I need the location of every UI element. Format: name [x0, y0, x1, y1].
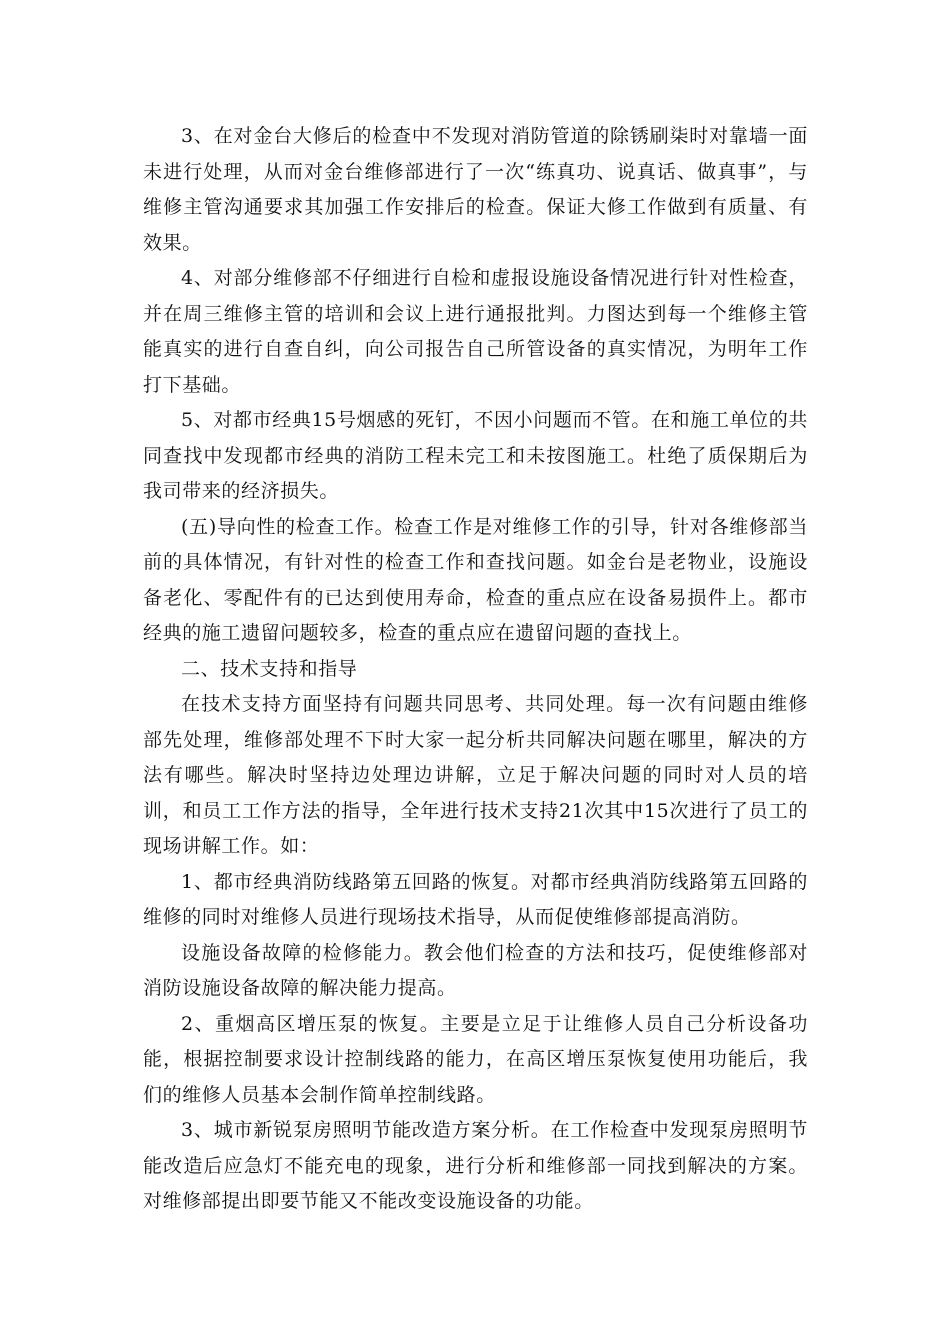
document-body — [143, 119, 808, 1220]
paragraph-item-1-fire-circuit: 1、都市经典消防线路第五回路的恢复。对都市经典消防线路第五回路的维修的同时对维修人员进行现场技术指导，从而促使维修部提高消防。 — [143, 870, 808, 928]
paragraph-technical-support-intro: 在技术支持方面坚持有问题共同思考、共同处理。每一次有问题由维修部先处理，维修部处理不下时大家一起分析共同解决问题在哪里，解决的方法有哪些。解决时坚持边处理边讲解，立足于解决问题的同时对人员的培训，和员工工作方法的指导，全年进行技术支持21次其中15次进行了员工的现场讲解工作。如： — [143, 693, 808, 857]
paragraph-item-4-self-inspection: 4、对部分维修部不仔细进行自检和虚报设施设备情况进行针对性检查，并在周三维修主管的培训和会议上进行通报批判。力图达到每一个维修主管能真实的进行自查自纠，向公司报告自己所管设备的真实情况，为明年工作打下基础。 — [143, 267, 808, 396]
paragraph-guided-inspection: (五)导向性的检查工作。检查工作是对维修工作的引导，针对各维修部当前的具体情况，有针对性的检查工作和查找问题。如金台是老物业，设施设备老化、零配件有的已达到使用寿命，检查的重点应在设备易损件上。都市经典的施工遗留问题较多，检查的重点应在遗留问题的查找上。 — [143, 515, 808, 644]
paragraph-item-3-jintai-overhaul: 3、在对金台大修后的检查中不发现对消防管道的除锈刷柒时对靠墙一面未进行处理，从而对金台维修部进行了一次“练真功、说真话、做真事”，与维修主管沟通要求其加强工作安排后的检查。保证大修工作做到有质量、有效果。 — [143, 125, 808, 254]
paragraph-item-3-pump-room-lighting: 3、城市新锐泵房照明节能改造方案分析。在工作检查中发现泵房照明节能改造后应急灯不能充电的现象，进行分析和维修部一同找到解决的方案。对维修部提出即要节能又不能改变设施设备的功能。 — [143, 1119, 808, 1212]
paragraph-repair-capability: 设施设备故障的检修能力。教会他们检查的方法和技巧，促使维修部对消防设施设备故障的解决能力提高。 — [143, 941, 808, 999]
section-heading-technical-support: 二、技术支持和指导 — [181, 657, 358, 680]
paragraph-item-2-booster-pump: 2、重烟高区增压泵的恢复。主要是立足于让维修人员自己分析设备功能，根据控制要求设计控制线路的能力，在高区增压泵恢复使用功能后，我们的维修人员基本会制作简单控制线路。 — [143, 1012, 808, 1106]
paragraph-item-5-smoke-detector: 5、对都市经典15号烟感的死钉，不因小问题而不管。在和施工单位的共同查找中发现都市经典的消防工程未完工和未按图施工。杜绝了质保期后为我司带来的经济损失。 — [143, 409, 808, 502]
